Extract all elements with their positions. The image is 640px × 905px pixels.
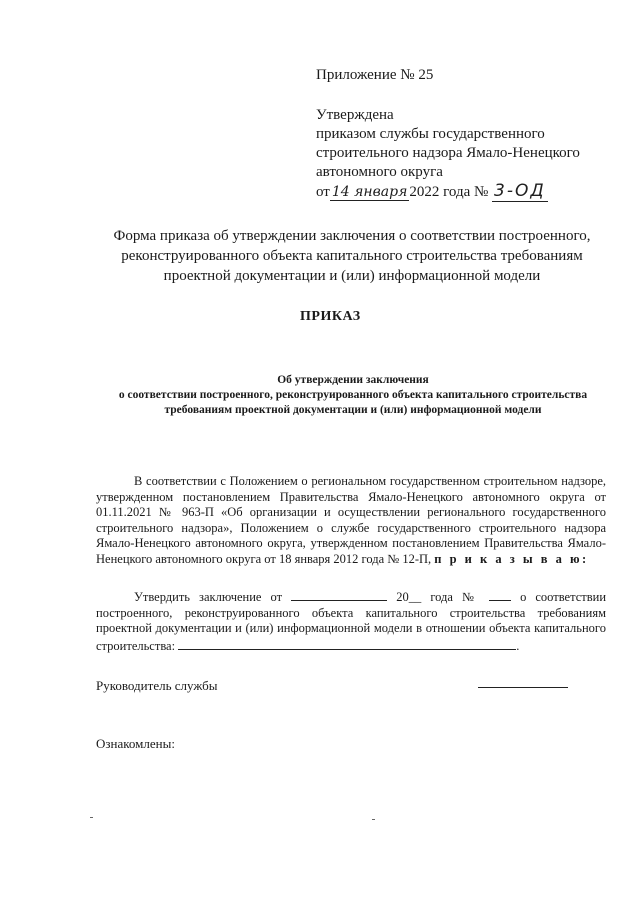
preamble-text: В соответствии с Положением о региональном государственном строительном надзоре, утвержденном постановлением Правительства Ямало-Ненецкого автономного округа от 01.11.2021 № 963-П «Об организации и осуществлении регионального государственного строительного надзора», Положением о службе государственного строительного надзора Ямало-Ненецкого автономного округа, утвержденном постановлением Правительства Ямало-Ненецкого автономного округа от 18 января 2012 года № 12-П,	[96, 474, 606, 566]
date-year: 2022 года №	[409, 184, 489, 200]
order-heading: ПРИКАЗ	[300, 309, 361, 324]
approval-line: строительного надзора Ямало-Ненецкого	[316, 145, 580, 161]
item-text-1: Утвердить заключение от	[134, 590, 283, 604]
familiarized-label: Ознакомлены:	[96, 736, 175, 751]
approval-date-line	[316, 182, 580, 202]
preamble-paragraph	[96, 474, 606, 567]
item-end: .	[516, 638, 520, 653]
approval-line: автономного округа	[316, 164, 443, 180]
scan-mark	[372, 819, 375, 820]
order-item-paragraph	[96, 588, 606, 654]
head-of-service-label: Руководитель службы	[96, 678, 218, 693]
object-blank	[178, 637, 516, 650]
number-blank	[489, 588, 511, 601]
subject-line-2: о соответствии построенного, реконструированного объекта капитального строительства требованиям проектной документации и (или) информационной модели	[118, 389, 588, 416]
handwritten-date: 14 января	[331, 184, 408, 200]
order-command: п р и к а з ы в а ю:	[434, 551, 589, 566]
date-prefix: от	[316, 184, 330, 200]
handwritten-number: 3-ОД	[494, 181, 546, 201]
approval-block	[316, 106, 580, 202]
approval-line: приказом службы государственного	[316, 126, 545, 142]
signature-line	[478, 687, 568, 688]
item-text-3: о соответствии построенного, реконструированного объекта капитального строительства требованиям проектной документации и (или) информационной модели в отношении объекта капитального строительства:	[96, 590, 607, 653]
item-text-2: 20__ года №	[396, 590, 480, 604]
approval-line: Утверждена	[316, 107, 394, 123]
subject-line-1: Об утверждении заключения	[277, 374, 429, 386]
order-subject	[118, 373, 588, 418]
appendix-number: Приложение № 25	[316, 67, 434, 83]
form-title: Форма приказа об утверждении заключения о соответствии построенного, реконструированного объекта капитального строительства требованиям проектной документации и (или) информационной модели	[113, 228, 591, 284]
date-blank	[291, 588, 387, 601]
scan-mark	[90, 817, 93, 818]
